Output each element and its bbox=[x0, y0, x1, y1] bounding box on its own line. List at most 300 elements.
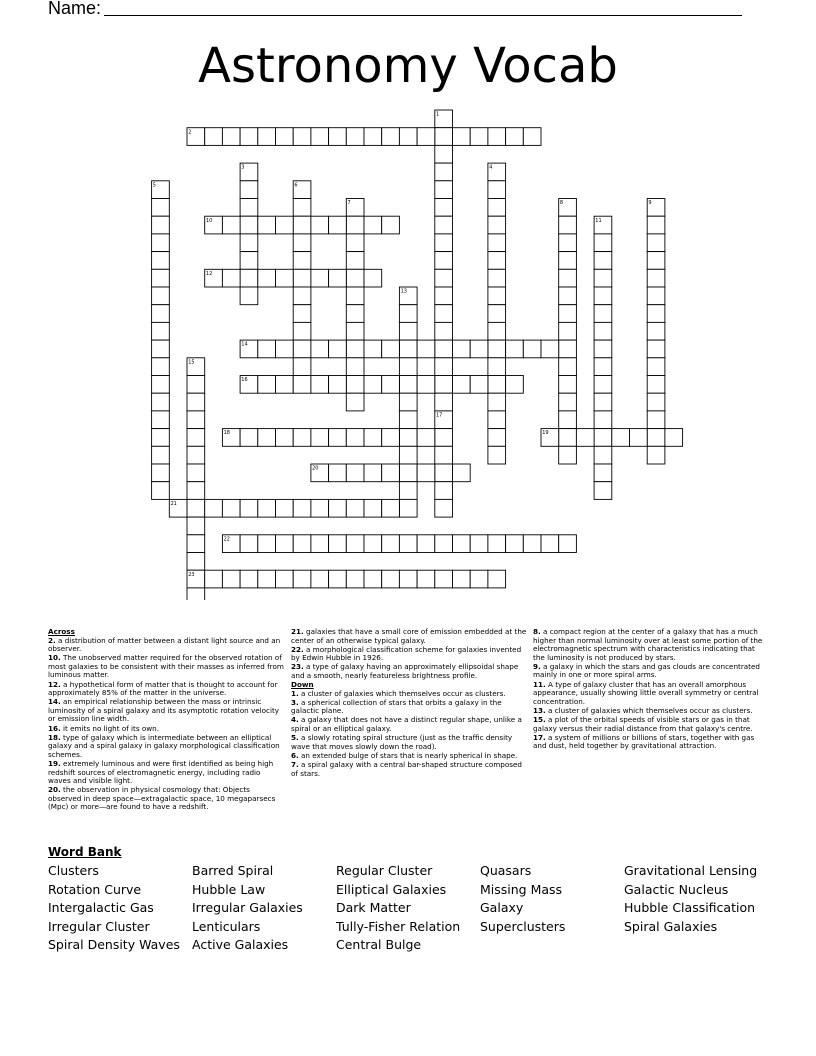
grid-cell[interactable] bbox=[523, 128, 541, 146]
grid-cell[interactable] bbox=[435, 429, 453, 447]
grid-cell[interactable] bbox=[559, 446, 577, 464]
clue-text: a morphological classification scheme for galaxies invented by Edwin Hubble in 1926. bbox=[291, 644, 522, 663]
grid-cell[interactable] bbox=[559, 411, 577, 429]
grid-cell[interactable] bbox=[470, 128, 488, 146]
grid-cell[interactable] bbox=[346, 269, 364, 287]
grid-cell[interactable] bbox=[435, 287, 453, 305]
grid-cell[interactable] bbox=[346, 535, 364, 553]
word-bank-word: Gravitational Lensing bbox=[624, 863, 758, 878]
word-bank-word: Active Galaxies bbox=[192, 937, 289, 953]
grid-cell[interactable] bbox=[329, 269, 347, 287]
grid-cell[interactable] bbox=[647, 234, 665, 252]
grid-cell[interactable] bbox=[222, 269, 240, 287]
grid-cell[interactable] bbox=[435, 322, 453, 340]
grid-cell[interactable] bbox=[152, 358, 170, 376]
grid-cell[interactable] bbox=[559, 535, 577, 553]
grid-cell[interactable] bbox=[382, 340, 400, 358]
grid-cell[interactable] bbox=[506, 128, 524, 146]
grid-cell[interactable] bbox=[311, 340, 329, 358]
word-bank-column bbox=[336, 862, 460, 955]
grid-cell[interactable] bbox=[240, 234, 258, 252]
grid-cell[interactable] bbox=[276, 269, 294, 287]
grid-cell[interactable] bbox=[152, 464, 170, 482]
grid-cell[interactable] bbox=[382, 535, 400, 553]
grid-cell[interactable] bbox=[152, 252, 170, 270]
grid-cell[interactable] bbox=[417, 429, 435, 447]
clue-num: 17. bbox=[533, 732, 546, 742]
clue-number: 20 bbox=[312, 465, 319, 472]
grid-cell[interactable] bbox=[346, 216, 364, 234]
grid-cell[interactable] bbox=[594, 234, 612, 252]
grid-cell[interactable] bbox=[329, 499, 347, 517]
grid-cell[interactable] bbox=[311, 376, 329, 394]
grid-cell[interactable] bbox=[293, 429, 311, 447]
grid-cell[interactable] bbox=[559, 252, 577, 270]
grid-cell[interactable] bbox=[293, 128, 311, 146]
clue-item bbox=[291, 761, 527, 778]
grid-cell[interactable] bbox=[293, 376, 311, 394]
grid-cell[interactable] bbox=[329, 570, 347, 588]
grid-cell[interactable] bbox=[311, 216, 329, 234]
grid-cell[interactable] bbox=[488, 252, 506, 270]
grid-cell[interactable] bbox=[311, 429, 329, 447]
grid-cell[interactable] bbox=[630, 429, 648, 447]
grid-cell[interactable] bbox=[488, 358, 506, 376]
grid-cell[interactable] bbox=[399, 322, 417, 340]
grid-cell[interactable] bbox=[594, 322, 612, 340]
grid-cell[interactable] bbox=[435, 252, 453, 270]
grid-cell[interactable] bbox=[329, 376, 347, 394]
grid-cell[interactable] bbox=[205, 499, 223, 517]
grid-cell[interactable] bbox=[559, 358, 577, 376]
grid-cell[interactable] bbox=[293, 216, 311, 234]
clue-number: 11 bbox=[595, 217, 602, 224]
grid-cell[interactable] bbox=[435, 305, 453, 323]
grid-cell[interactable] bbox=[382, 429, 400, 447]
grid-cell[interactable] bbox=[152, 305, 170, 323]
grid-cell[interactable] bbox=[488, 199, 506, 217]
grid-cell[interactable] bbox=[417, 128, 435, 146]
grid-cell[interactable] bbox=[258, 128, 276, 146]
grid-cell[interactable] bbox=[399, 411, 417, 429]
grid-cell[interactable] bbox=[329, 429, 347, 447]
grid-cell[interactable] bbox=[346, 429, 364, 447]
grid-cell[interactable] bbox=[346, 305, 364, 323]
grid-cell[interactable] bbox=[488, 429, 506, 447]
grid-cell[interactable] bbox=[240, 128, 258, 146]
grid-cell[interactable] bbox=[293, 269, 311, 287]
grid-cell[interactable] bbox=[399, 570, 417, 588]
grid-cell[interactable] bbox=[435, 393, 453, 411]
grid-cell[interactable] bbox=[364, 429, 382, 447]
grid-cell[interactable] bbox=[488, 446, 506, 464]
grid-cell[interactable] bbox=[329, 464, 347, 482]
grid-cell[interactable] bbox=[187, 588, 205, 600]
grid-cell[interactable] bbox=[346, 570, 364, 588]
grid-cell[interactable] bbox=[276, 376, 294, 394]
clue-number: 15 bbox=[188, 359, 195, 366]
grid-cell[interactable] bbox=[382, 464, 400, 482]
grid-cell[interactable] bbox=[364, 376, 382, 394]
grid-cell[interactable] bbox=[647, 305, 665, 323]
grid-cell[interactable] bbox=[364, 499, 382, 517]
grid-cell[interactable] bbox=[276, 128, 294, 146]
grid-cell[interactable] bbox=[258, 429, 276, 447]
grid-cell[interactable] bbox=[399, 393, 417, 411]
grid-cell[interactable] bbox=[187, 517, 205, 535]
grid-cell[interactable] bbox=[647, 358, 665, 376]
grid-cell[interactable] bbox=[399, 464, 417, 482]
word-bank-title: Word Bank bbox=[48, 845, 122, 859]
grid-cell[interactable] bbox=[435, 464, 453, 482]
grid-cell[interactable] bbox=[364, 269, 382, 287]
grid-cell[interactable] bbox=[152, 446, 170, 464]
grid-cell[interactable] bbox=[187, 376, 205, 394]
grid-cell[interactable] bbox=[488, 376, 506, 394]
clue-num: 6. bbox=[291, 750, 299, 760]
grid-cell[interactable] bbox=[187, 553, 205, 571]
grid-cell[interactable] bbox=[576, 429, 594, 447]
grid-cell[interactable] bbox=[488, 234, 506, 252]
grid-cell[interactable] bbox=[258, 216, 276, 234]
grid-cell[interactable] bbox=[399, 429, 417, 447]
clue-num: 13. bbox=[533, 705, 546, 715]
grid-cell[interactable] bbox=[435, 128, 453, 146]
grid-cell[interactable] bbox=[647, 216, 665, 234]
grid-cell[interactable] bbox=[488, 322, 506, 340]
grid-cell[interactable] bbox=[346, 340, 364, 358]
page-title: Astronomy Vocab bbox=[198, 38, 618, 94]
grid-cell[interactable] bbox=[399, 128, 417, 146]
grid-cell[interactable] bbox=[594, 464, 612, 482]
grid-cell[interactable] bbox=[293, 499, 311, 517]
grid-cell[interactable] bbox=[399, 482, 417, 500]
grid-cell[interactable] bbox=[240, 287, 258, 305]
grid-cell[interactable] bbox=[152, 216, 170, 234]
grid-cell[interactable] bbox=[258, 376, 276, 394]
grid-cell[interactable] bbox=[311, 535, 329, 553]
grid-cell[interactable] bbox=[594, 269, 612, 287]
grid-cell[interactable] bbox=[364, 128, 382, 146]
grid-cell[interactable] bbox=[435, 216, 453, 234]
grid-cell[interactable] bbox=[152, 322, 170, 340]
grid-cell[interactable] bbox=[293, 570, 311, 588]
grid-cell[interactable] bbox=[152, 429, 170, 447]
grid-cell[interactable] bbox=[364, 216, 382, 234]
grid-cell[interactable] bbox=[364, 340, 382, 358]
grid-cell[interactable] bbox=[488, 216, 506, 234]
grid-cell[interactable] bbox=[240, 269, 258, 287]
grid-cell[interactable] bbox=[470, 535, 488, 553]
grid-cell[interactable] bbox=[276, 429, 294, 447]
grid-cell[interactable] bbox=[329, 535, 347, 553]
word-bank-word: Clusters bbox=[48, 863, 99, 878]
grid-cell[interactable] bbox=[435, 145, 453, 163]
grid-cell[interactable] bbox=[506, 340, 524, 358]
grid-cell[interactable] bbox=[346, 234, 364, 252]
grid-cell[interactable] bbox=[152, 199, 170, 217]
grid-cell[interactable] bbox=[594, 446, 612, 464]
grid-cell[interactable] bbox=[258, 499, 276, 517]
grid-cell[interactable] bbox=[470, 376, 488, 394]
grid-cell[interactable] bbox=[240, 570, 258, 588]
grid-cell[interactable] bbox=[399, 305, 417, 323]
grid-cell[interactable] bbox=[187, 464, 205, 482]
grid-cell[interactable] bbox=[187, 482, 205, 500]
grid-cell[interactable] bbox=[417, 570, 435, 588]
clue-text: A type of galaxy cluster that has an overall amorphous appearance, usually showing little overall symmetry or central concentration. bbox=[533, 679, 759, 706]
clue-item bbox=[533, 716, 763, 733]
grid-cell[interactable] bbox=[559, 429, 577, 447]
grid-cell[interactable] bbox=[559, 269, 577, 287]
grid-cell[interactable] bbox=[399, 340, 417, 358]
grid-cell[interactable] bbox=[382, 499, 400, 517]
grid-cell[interactable] bbox=[187, 393, 205, 411]
clue-number: 5 bbox=[152, 182, 156, 189]
grid-cell[interactable] bbox=[559, 322, 577, 340]
down-clue-list-continued bbox=[533, 628, 763, 751]
grid-cell[interactable] bbox=[647, 340, 665, 358]
grid-cell[interactable] bbox=[523, 535, 541, 553]
grid-cell[interactable] bbox=[559, 393, 577, 411]
grid-cell[interactable] bbox=[258, 535, 276, 553]
grid-cell[interactable] bbox=[435, 181, 453, 199]
grid-cell[interactable] bbox=[222, 570, 240, 588]
grid-cell[interactable] bbox=[559, 216, 577, 234]
grid-cell[interactable] bbox=[594, 305, 612, 323]
grid-cell[interactable] bbox=[488, 287, 506, 305]
grid-cell[interactable] bbox=[364, 535, 382, 553]
grid-cell[interactable] bbox=[647, 322, 665, 340]
grid-cell[interactable] bbox=[647, 376, 665, 394]
grid-cell[interactable] bbox=[276, 570, 294, 588]
clue-num: 11. bbox=[533, 679, 546, 689]
grid-cell[interactable] bbox=[187, 535, 205, 553]
grid-cell[interactable] bbox=[594, 252, 612, 270]
grid-cell[interactable] bbox=[594, 340, 612, 358]
grid-cell[interactable] bbox=[417, 464, 435, 482]
grid-cell[interactable] bbox=[364, 464, 382, 482]
grid-cell[interactable] bbox=[594, 287, 612, 305]
grid-cell[interactable] bbox=[647, 429, 665, 447]
grid-cell[interactable] bbox=[276, 535, 294, 553]
grid-cell[interactable] bbox=[222, 128, 240, 146]
grid-cell[interactable] bbox=[152, 376, 170, 394]
grid-cell[interactable] bbox=[453, 128, 471, 146]
grid-cell[interactable] bbox=[293, 252, 311, 270]
grid-cell[interactable] bbox=[293, 234, 311, 252]
grid-cell[interactable] bbox=[559, 305, 577, 323]
grid-cell[interactable] bbox=[523, 340, 541, 358]
grid-cell[interactable] bbox=[435, 163, 453, 181]
grid-cell[interactable] bbox=[240, 181, 258, 199]
grid-cell[interactable] bbox=[453, 570, 471, 588]
grid-cell[interactable] bbox=[435, 376, 453, 394]
grid-cell[interactable] bbox=[276, 499, 294, 517]
grid-cell[interactable] bbox=[488, 570, 506, 588]
grid-cell[interactable] bbox=[329, 340, 347, 358]
grid-cell[interactable] bbox=[222, 216, 240, 234]
grid-cell[interactable] bbox=[594, 393, 612, 411]
grid-cell[interactable] bbox=[346, 322, 364, 340]
grid-cell[interactable] bbox=[594, 411, 612, 429]
grid-cell[interactable] bbox=[453, 535, 471, 553]
grid-cell[interactable] bbox=[205, 570, 223, 588]
grid-cell[interactable] bbox=[187, 499, 205, 517]
grid-cell[interactable] bbox=[488, 340, 506, 358]
clues-column-1 bbox=[48, 628, 284, 812]
grid-cell[interactable] bbox=[435, 199, 453, 217]
clue-number: 2 bbox=[188, 129, 192, 136]
grid-cell[interactable] bbox=[435, 535, 453, 553]
grid-cell[interactable] bbox=[470, 340, 488, 358]
grid-cell[interactable] bbox=[399, 499, 417, 517]
grid-cell[interactable] bbox=[311, 499, 329, 517]
grid-cell[interactable] bbox=[346, 287, 364, 305]
grid-cell[interactable] bbox=[559, 340, 577, 358]
grid-cell[interactable] bbox=[293, 358, 311, 376]
grid-cell[interactable] bbox=[435, 482, 453, 500]
clue-item bbox=[291, 716, 527, 733]
grid-cell[interactable] bbox=[382, 128, 400, 146]
clues-column-2 bbox=[291, 628, 527, 779]
clue-text: a spherical collection of stars that orbits a galaxy in the galactic plane. bbox=[291, 697, 502, 716]
grid-cell[interactable] bbox=[470, 570, 488, 588]
grid-cell[interactable] bbox=[417, 535, 435, 553]
clue-text: a spiral galaxy with a central bar-shaped structure composed of stars. bbox=[291, 759, 522, 778]
grid-cell[interactable] bbox=[346, 376, 364, 394]
grid-cell[interactable] bbox=[364, 570, 382, 588]
grid-cell[interactable] bbox=[612, 429, 630, 447]
grid-cell[interactable] bbox=[293, 199, 311, 217]
grid-cell[interactable] bbox=[647, 287, 665, 305]
grid-cell[interactable] bbox=[594, 482, 612, 500]
grid-cell[interactable] bbox=[647, 411, 665, 429]
grid-cell[interactable] bbox=[346, 252, 364, 270]
word-bank-word: Regular Cluster bbox=[336, 863, 433, 878]
grid-cell[interactable] bbox=[399, 376, 417, 394]
grid-cell[interactable] bbox=[276, 340, 294, 358]
grid-cell[interactable] bbox=[435, 358, 453, 376]
grid-cell[interactable] bbox=[399, 535, 417, 553]
grid-cell[interactable] bbox=[311, 269, 329, 287]
grid-cell[interactable] bbox=[293, 287, 311, 305]
grid-cell[interactable] bbox=[435, 446, 453, 464]
grid-cell[interactable] bbox=[417, 340, 435, 358]
grid-cell[interactable] bbox=[506, 376, 524, 394]
grid-cell[interactable] bbox=[329, 128, 347, 146]
grid-cell[interactable] bbox=[435, 570, 453, 588]
grid-cell[interactable] bbox=[647, 252, 665, 270]
grid-cell[interactable] bbox=[240, 216, 258, 234]
grid-cell[interactable] bbox=[240, 199, 258, 217]
grid-cell[interactable] bbox=[435, 269, 453, 287]
grid-cell[interactable] bbox=[453, 376, 471, 394]
grid-cell[interactable] bbox=[152, 411, 170, 429]
grid-cell[interactable] bbox=[187, 429, 205, 447]
grid-cell[interactable] bbox=[453, 340, 471, 358]
grid-cell[interactable] bbox=[240, 535, 258, 553]
grid-cell[interactable] bbox=[152, 234, 170, 252]
grid-cell[interactable] bbox=[258, 570, 276, 588]
name-label: Name: bbox=[48, 0, 102, 18]
grid-cell[interactable] bbox=[435, 499, 453, 517]
grid-cell[interactable] bbox=[559, 287, 577, 305]
grid-cell[interactable] bbox=[187, 411, 205, 429]
grid-cell[interactable] bbox=[488, 128, 506, 146]
grid-cell[interactable] bbox=[665, 429, 683, 447]
down-heading: Down bbox=[291, 680, 314, 690]
grid-cell[interactable] bbox=[152, 393, 170, 411]
grid-cell[interactable] bbox=[435, 340, 453, 358]
grid-cell[interactable] bbox=[559, 376, 577, 394]
grid-cell[interactable] bbox=[488, 305, 506, 323]
grid-cell[interactable] bbox=[506, 535, 524, 553]
clue-text: a cluster of galaxies which themselves occur as clusters. bbox=[545, 705, 753, 715]
grid-cell[interactable] bbox=[346, 128, 364, 146]
grid-cell[interactable] bbox=[399, 358, 417, 376]
grid-cell[interactable] bbox=[240, 252, 258, 270]
grid-cell[interactable] bbox=[293, 305, 311, 323]
grid-cell[interactable] bbox=[187, 446, 205, 464]
grid-cell[interactable] bbox=[488, 535, 506, 553]
grid-cell[interactable] bbox=[559, 234, 577, 252]
grid-cell[interactable] bbox=[488, 181, 506, 199]
grid-cell[interactable] bbox=[594, 358, 612, 376]
grid-cell[interactable] bbox=[152, 269, 170, 287]
grid-cell[interactable] bbox=[594, 429, 612, 447]
grid-cell[interactable] bbox=[258, 269, 276, 287]
grid-cell[interactable] bbox=[488, 411, 506, 429]
grid-cell[interactable] bbox=[346, 499, 364, 517]
grid-cell[interactable] bbox=[399, 446, 417, 464]
grid-cell[interactable] bbox=[541, 535, 559, 553]
grid-cell[interactable] bbox=[346, 393, 364, 411]
grid-cell[interactable] bbox=[293, 340, 311, 358]
grid-cell[interactable] bbox=[382, 376, 400, 394]
grid-cell[interactable] bbox=[152, 482, 170, 500]
across-clue-list bbox=[48, 637, 284, 812]
grid-cell[interactable] bbox=[152, 287, 170, 305]
grid-cell[interactable] bbox=[240, 499, 258, 517]
grid-cell[interactable] bbox=[453, 464, 471, 482]
grid-cell[interactable] bbox=[276, 216, 294, 234]
grid-cell[interactable] bbox=[346, 358, 364, 376]
grid-cell[interactable] bbox=[647, 393, 665, 411]
grid-cell[interactable] bbox=[488, 269, 506, 287]
grid-cell[interactable] bbox=[435, 234, 453, 252]
grid-cell[interactable] bbox=[205, 128, 223, 146]
grid-cell[interactable] bbox=[240, 429, 258, 447]
grid-cell[interactable] bbox=[293, 322, 311, 340]
grid-cell[interactable] bbox=[152, 340, 170, 358]
grid-cell[interactable] bbox=[594, 376, 612, 394]
grid-cell[interactable] bbox=[647, 446, 665, 464]
grid-cell[interactable] bbox=[293, 535, 311, 553]
grid-cell[interactable] bbox=[346, 464, 364, 482]
grid-cell[interactable] bbox=[258, 340, 276, 358]
grid-cell[interactable] bbox=[311, 570, 329, 588]
grid-cell[interactable] bbox=[222, 499, 240, 517]
grid-cell[interactable] bbox=[382, 216, 400, 234]
grid-cell[interactable] bbox=[541, 340, 559, 358]
grid-cell[interactable] bbox=[417, 376, 435, 394]
grid-cell[interactable] bbox=[329, 216, 347, 234]
grid-cell[interactable] bbox=[488, 393, 506, 411]
grid-cell[interactable] bbox=[382, 570, 400, 588]
grid-cell[interactable] bbox=[647, 269, 665, 287]
grid-cell[interactable] bbox=[311, 128, 329, 146]
